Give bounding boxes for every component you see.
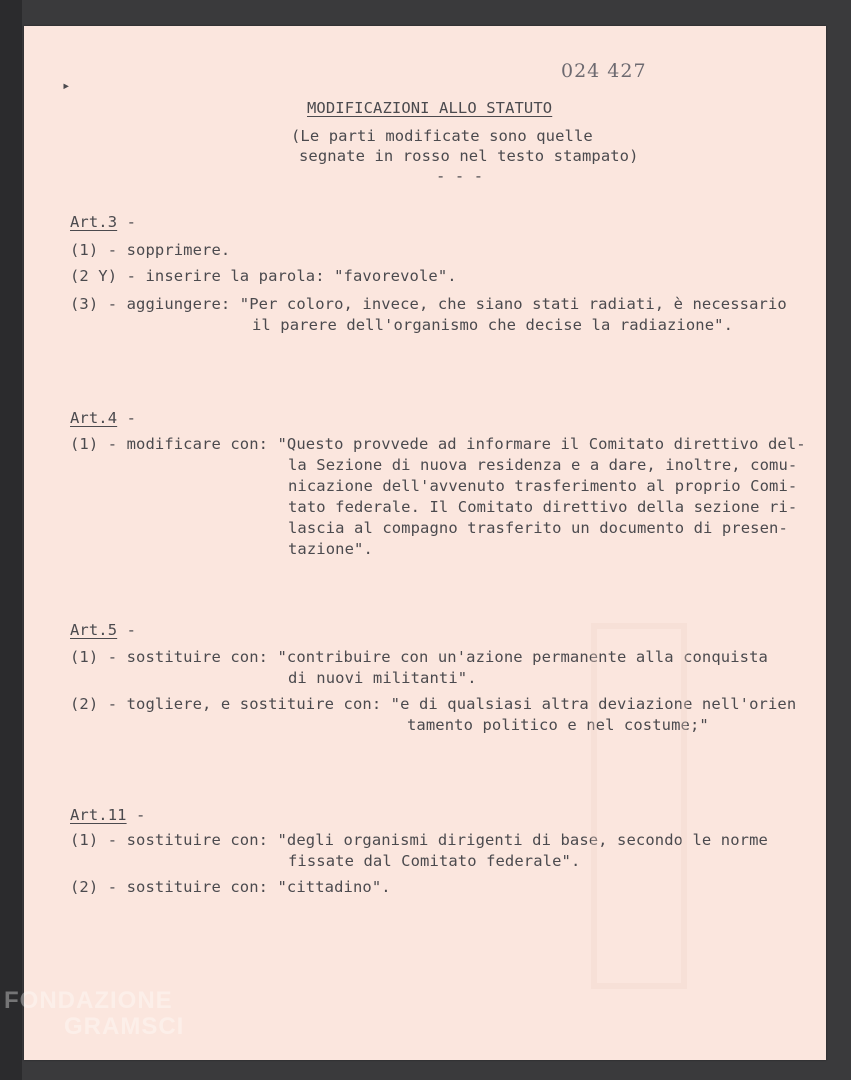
archive-logo — [4, 988, 184, 1040]
section-heading-art11: Art.11 - — [70, 806, 146, 824]
art5-line-4: tamento politico e nel costume;" — [407, 716, 709, 734]
logo-line-1: FONDAZIONE — [4, 987, 173, 1014]
paper-watermark — [584, 586, 704, 1006]
subtitle-line-1: (Le parti modificate sono quelle — [291, 127, 593, 145]
section-heading-art5: Art.5 - — [70, 621, 137, 639]
watermark-shape — [584, 606, 694, 1006]
art4-line-4: tato federale. Il Comitato direttivo della sezione ri- — [288, 498, 798, 516]
document-page — [24, 26, 826, 1060]
art3-line-2: (2 Y) - inserire la parola: "favorevole". — [70, 267, 457, 285]
pin-mark: ▸ — [62, 78, 71, 94]
art3-line-1: (1) - sopprimere. — [70, 241, 231, 259]
scanner-frame — [0, 0, 22, 1080]
art4-line-1: (1) - modificare con: "Questo provvede ad informare il Comitato direttivo del- — [70, 435, 806, 453]
art5-line-1: (1) - sostituire con: "contribuire con un'azione permanente alla conquista — [70, 648, 768, 666]
art11-line-3: (2) - sostituire con: "cittadino". — [70, 878, 391, 896]
section-heading-art3: Art.3 - — [70, 213, 137, 231]
art5-line-3: (2) - togliere, e sostituire con: "e di qualsiasi altra deviazione nell'orien — [70, 695, 797, 713]
art4-line-6: tazione". — [288, 540, 373, 558]
document-title: MODIFICAZIONI ALLO STATUTO — [307, 99, 553, 117]
art4-line-2: la Sezione di nuova residenza e a dare, inoltre, comu- — [288, 456, 798, 474]
art4-line-3: nicazione dell'avvenuto trasferimento al proprio Comi- — [288, 477, 798, 495]
archive-number: 024 427 — [561, 60, 647, 82]
art4-line-5: lascia al compagno trasferito un documento di presen- — [288, 519, 788, 537]
art11-line-2: fissate dal Comitato federale". — [288, 852, 581, 870]
logo-line-2: GRAMSCI — [64, 1013, 185, 1040]
subtitle-line-2: segnate in rosso nel testo stampato) — [299, 147, 639, 165]
subtitle-separator: - - - — [436, 167, 484, 185]
art5-line-2: di nuovi militanti". — [288, 669, 477, 687]
section-heading-art4: Art.4 - — [70, 409, 137, 427]
art3-line-4: il parere dell'organismo che decise la radiazione". — [252, 316, 734, 334]
art3-line-3: (3) - aggiungere: "Per coloro, invece, che siano stati radiati, è necessario — [70, 295, 787, 313]
art11-line-1: (1) - sostituire con: "degli organismi dirigenti di base, secondo le norme — [70, 831, 768, 849]
